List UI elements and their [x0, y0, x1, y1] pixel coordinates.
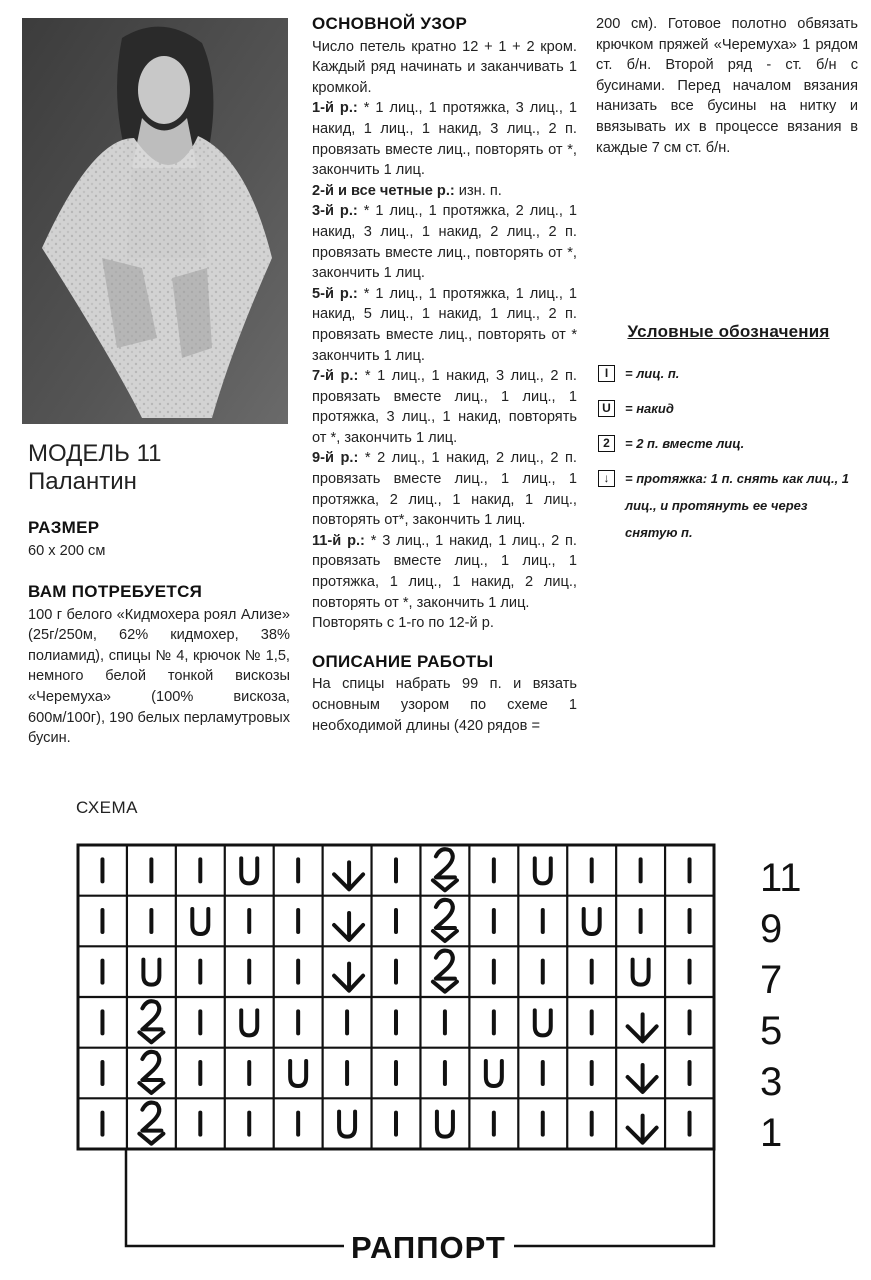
- main-pattern-section: [312, 14, 577, 736]
- materials-text: 100 г белого «Кидмохера роял Ализе» (25г/250м, 62% кидмохер, 38% полиамид), спицы № 4, крючок № 1,5, немного белой тонкой вискозы «Черемуха» (100% вискоза, 600м/100г), 190 белых перламутровых бусин.: [28, 606, 290, 747]
- legend-text: = лиц. п.: [625, 366, 680, 381]
- row-number: 1: [760, 1111, 783, 1155]
- row-number: 3: [760, 1060, 783, 1104]
- model-photo: [22, 18, 288, 424]
- work-text-col2: На спицы набрать 99 п. и вязать основным узором по схеме 1 необходимой длины (420 рядов =: [312, 676, 577, 734]
- legend-text: = 2 п. вместе лиц.: [625, 436, 745, 451]
- rapport-label: РАППОРТ: [345, 1230, 512, 1266]
- pattern-repeat: Повторять с 1-го по 12-й р.: [312, 615, 494, 632]
- pattern-row-label: 1-й р.:: [312, 100, 358, 117]
- pattern-row: [312, 201, 577, 283]
- pattern-row-label: 2-й и все четные р.:: [312, 182, 455, 199]
- pattern-row-text: * 1 лиц., 1 протяжка, 1 лиц., 1 накид, 5 лиц., 1 накид, 1 лиц., 2 п. провязать вместе лиц., повторять от * закончить 1 лиц.: [312, 285, 577, 364]
- pattern-row: [312, 531, 577, 613]
- main-pattern-intro: Число петель кратно 12 + 1 + 2 кром. Каждый ряд начинать и заканчивать 1 кромкой.: [312, 38, 577, 96]
- pattern-row-text: * 3 лиц., 1 накид, 1 лиц., 2 п. провязать вместе лиц., 1 лиц., 1 протяжка, 1 лиц., 1 накид, 2 лиц., повторять от *, закончить 1 лиц.: [312, 532, 577, 611]
- legend-item-k2tog: [596, 430, 861, 457]
- legend: [596, 322, 861, 554]
- pattern-row-label: 7-й р.:: [312, 368, 359, 385]
- materials-heading: ВАМ ПОТРЕБУЕТСЯ: [28, 582, 203, 601]
- model-photo-illustration: [22, 18, 288, 424]
- knit-stitch-icon: I: [598, 365, 615, 382]
- pattern-row: [312, 366, 577, 448]
- work-continued: [596, 14, 858, 158]
- size-heading: РАЗМЕР: [28, 518, 100, 537]
- work-text-col3: 200 см). Готовое полотно обвязать крючком пряжей «Черемуха» 1 рядом ст. б/н. Второй ряд - ст. б/н с бусинами. Перед началом вязания нанизать все бусины на нитку и ввязывать их в процессе вязания в каждые 7 см ст. б/н.: [596, 16, 858, 156]
- knitting-chart: [76, 843, 716, 1151]
- work-heading: ОПИСАНИЕ РАБОТЫ: [312, 651, 494, 671]
- model-number: МОДЕЛЬ 11: [28, 440, 162, 467]
- pattern-row: [312, 181, 577, 202]
- materials-section: [28, 582, 290, 749]
- pattern-row: [312, 448, 577, 530]
- pattern-row-label: 3-й р.:: [312, 203, 358, 220]
- pattern-row-label: 9-й р.:: [312, 450, 359, 467]
- row-number: 5: [760, 1009, 783, 1053]
- pattern-row-text: * 1 лиц., 1 протяжка, 2 лиц., 1 накид, 3 лиц., 1 накид, 2 лиц., 2 п. провязать вместе лиц., повторять от *, закончить 1 лиц.: [312, 203, 577, 282]
- legend-item-yarnover: [596, 395, 861, 422]
- row-number: 9: [760, 907, 783, 951]
- pattern-row: [312, 284, 577, 366]
- main-pattern-heading: ОСНОВНОЙ УЗОР: [312, 14, 468, 33]
- model-name: Палантин: [28, 468, 137, 495]
- skp-arrow-icon: ↓: [598, 470, 615, 487]
- size-value: 60 x 200 см: [28, 542, 106, 559]
- pattern-row-text: * 1 лиц., 1 протяжка, 3 лиц., 1 накид, 1 лиц., 1 накид, 3 лиц., 2 п. провязать вместе лиц., повторять от *, закончить 1 лиц.: [312, 100, 577, 179]
- legend-text: = протяжка: 1 п. снять как лиц., 1 лиц., и протянуть ее через снятую п.: [625, 471, 850, 540]
- pattern-row-label: 5-й р.:: [312, 285, 358, 302]
- pattern-row-label: 11-й р.:: [312, 532, 365, 549]
- legend-item-skp: [596, 465, 861, 546]
- legend-text: = накид: [625, 401, 674, 416]
- legend-title: Условные обозначения: [627, 322, 830, 341]
- knitting-chart-grid: [76, 843, 716, 1151]
- chart-title: СХЕМА: [76, 798, 138, 817]
- model-title: [28, 440, 161, 496]
- legend-item-knit: [596, 360, 861, 387]
- pattern-row-text: * 1 лиц., 1 накид, 3 лиц., 2 п. провязать вместе лиц., 1 лиц., 1 протяжка, 3 лиц., 1 накид, повторять от *, закончить 1 лиц.: [312, 368, 577, 446]
- pattern-row-text: изн. п.: [454, 182, 502, 199]
- k2tog-icon: 2: [598, 435, 615, 452]
- row-number: 11: [760, 856, 802, 900]
- size-section: [28, 518, 290, 561]
- row-number: 7: [760, 958, 783, 1002]
- pattern-row-text: * 2 лиц., 1 накид, 2 лиц., 2 п. провязать вместе лиц., 1 лиц., 1 протяжка, 2 лиц., 1 накид, 1 лиц., повторять от*, закончить 1 лиц.: [312, 450, 577, 529]
- pattern-row: [312, 98, 577, 180]
- yarn-over-icon: U: [598, 400, 615, 417]
